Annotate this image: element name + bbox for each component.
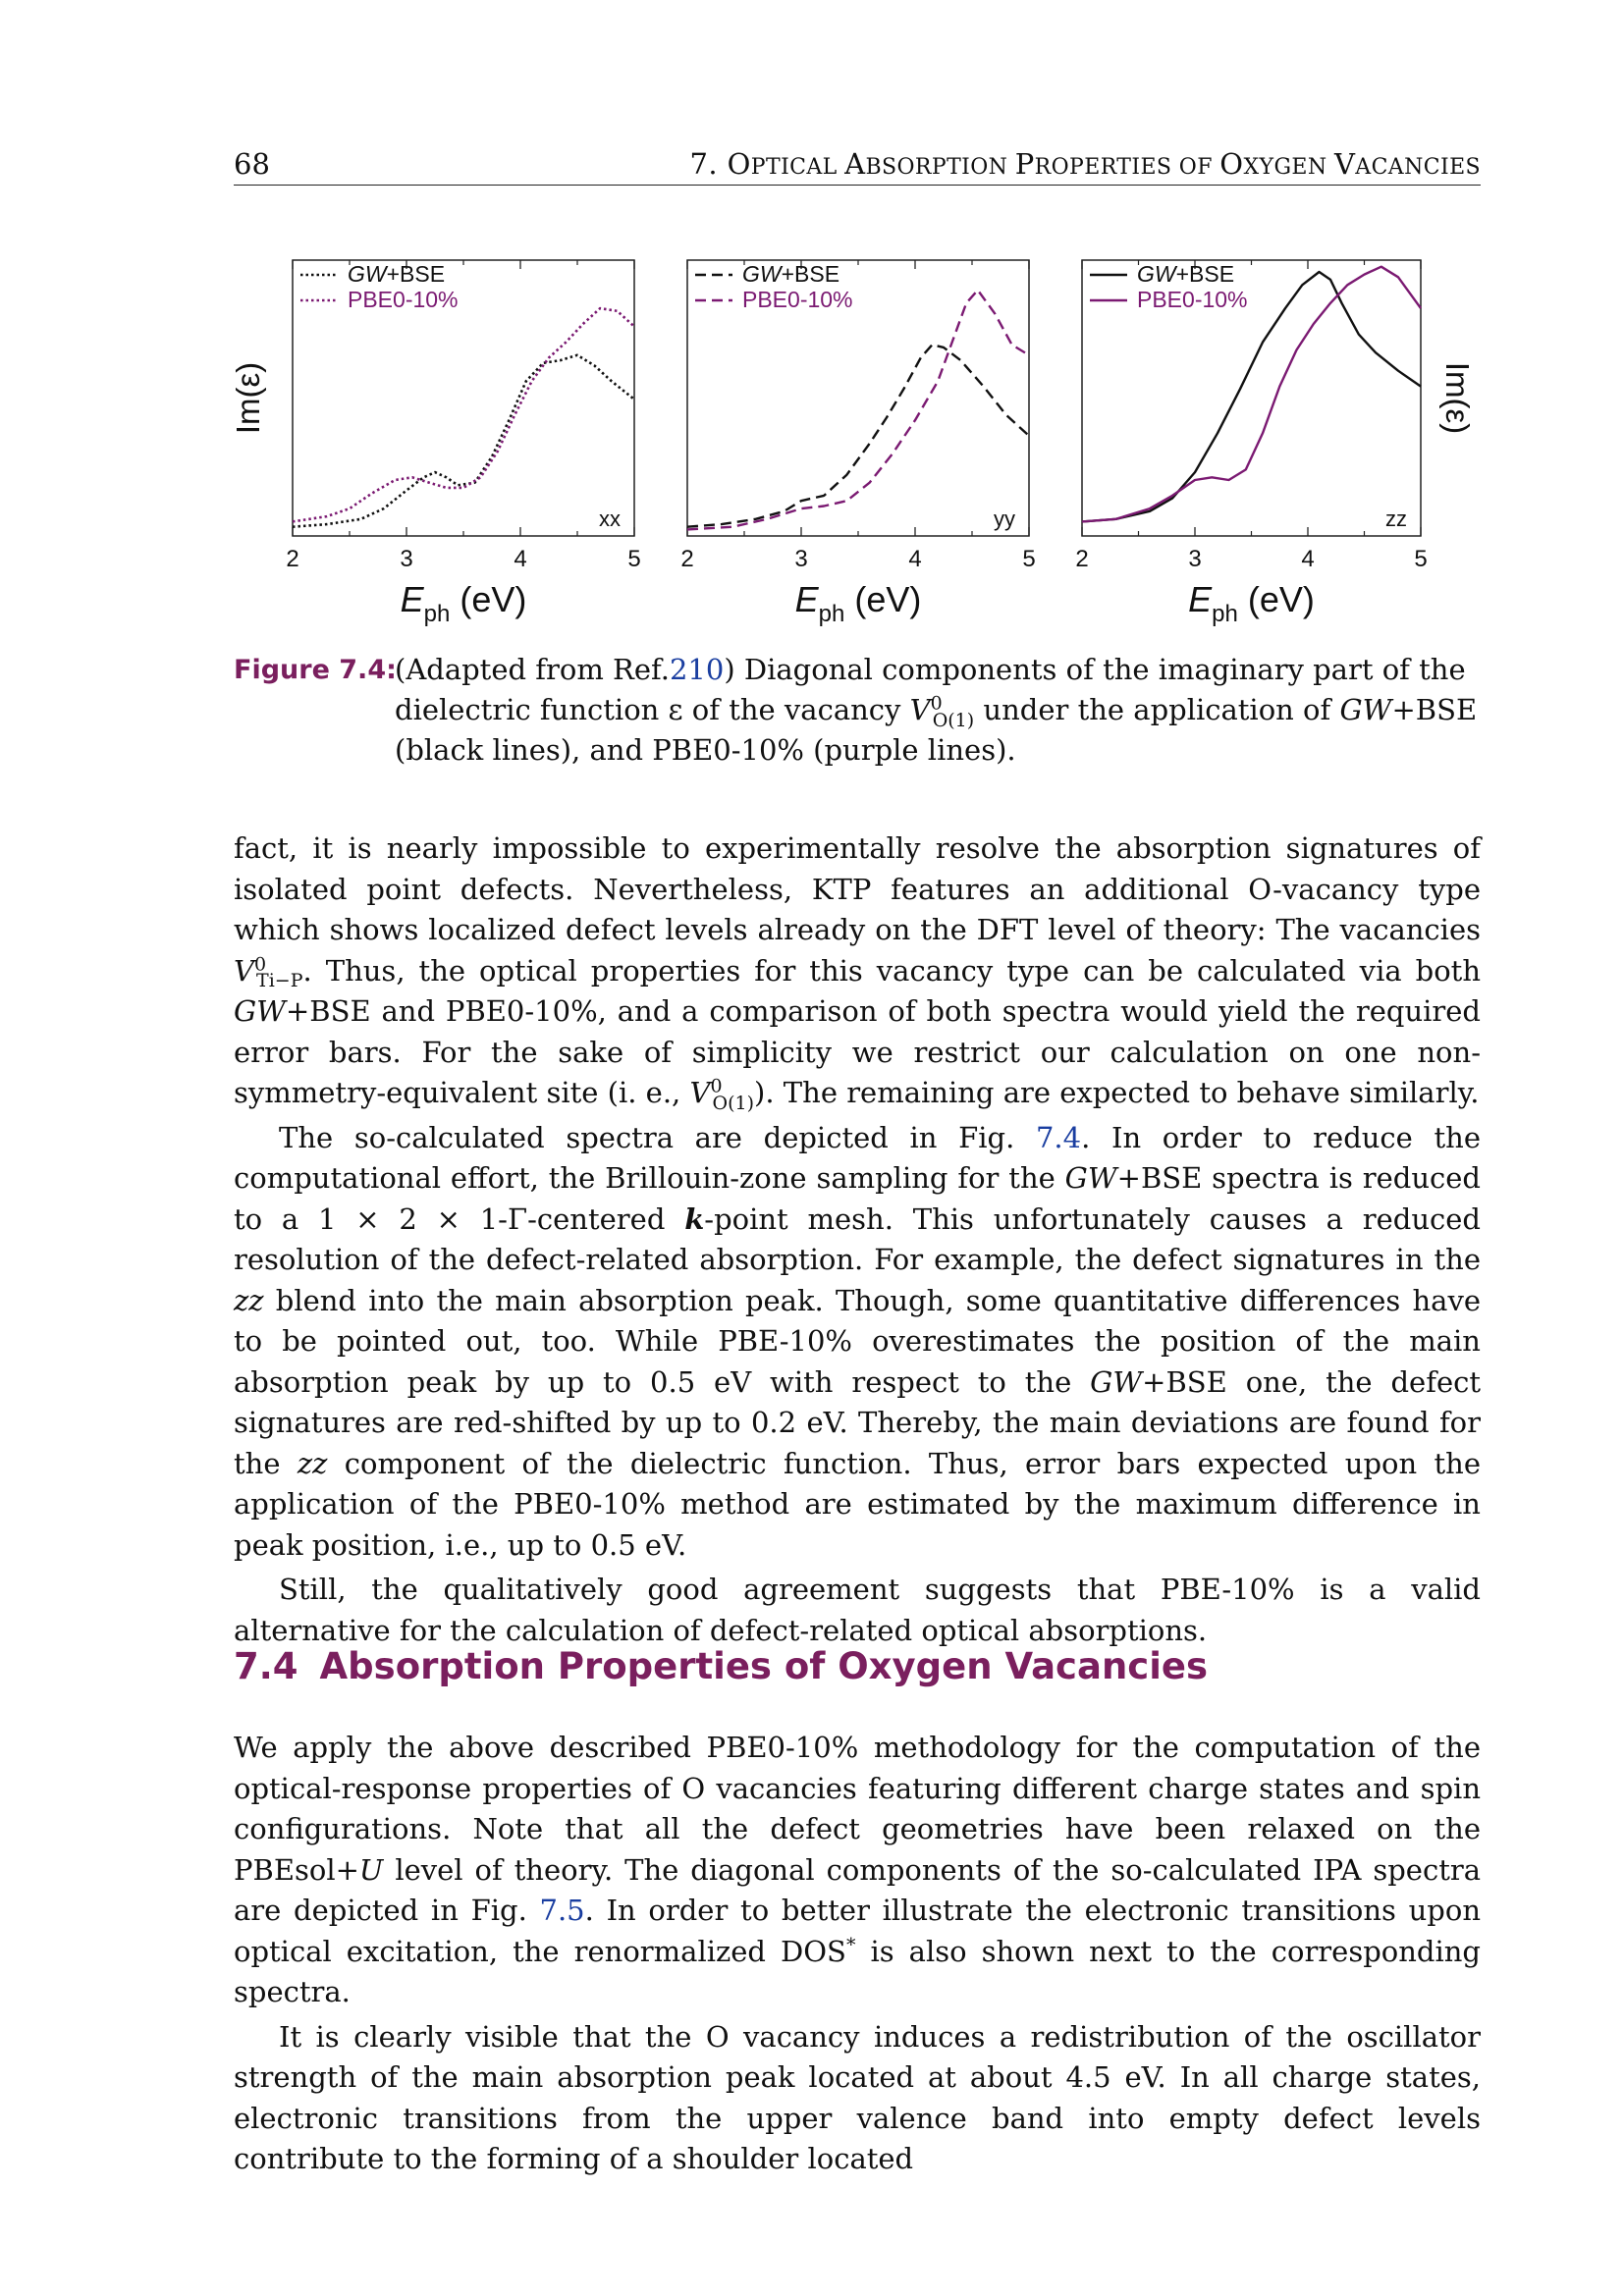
text-run: ). The remaining are expected to behave similarly. (754, 1076, 1480, 1109)
chapter-words (728, 147, 1481, 181)
paragraph (234, 828, 1481, 1114)
text-run: Ti−P (256, 970, 303, 992)
legend-label: PBE0-10% (742, 287, 853, 312)
x-tick-label: 2 (286, 546, 299, 572)
legend-label: PBE0-10% (1137, 287, 1248, 312)
text-run: blend into the main absorption peak. Though, some quantitative differences have to be pointed out, too. While PBE-10% overestimates the position of the main absorption peak by up to 0.5 eV with respect to the (234, 1283, 1481, 1399)
section-heading (234, 1645, 1208, 1687)
paragraph (234, 1570, 1481, 1651)
figure-caption (234, 650, 1481, 771)
text-run: U (358, 1852, 384, 1887)
text-run: 0 (253, 952, 267, 975)
chart-panel-xx (230, 260, 641, 627)
text-run: GW (1090, 1364, 1143, 1399)
series-line-gw-bse (293, 355, 634, 527)
x-tick-label: 3 (1188, 546, 1202, 572)
text-run: V (234, 953, 254, 988)
x-tick-label: 5 (627, 546, 641, 572)
text-run: is also shown next to the corresponding spectra. (234, 1934, 1481, 2008)
x-tick-label: 4 (514, 546, 527, 572)
chapter-word-rest: ROPERTIES OF (1034, 155, 1220, 180)
legend-label: GW+BSE (742, 261, 840, 287)
body-text-2 (234, 1728, 1481, 2180)
series-line-pbe0-10 (687, 291, 1029, 530)
x-axis-label: $E_{ph}$ (eV) (400, 579, 527, 627)
text-run: . Thus, the optical properties for this vacancy type can be calculated via both (302, 953, 1481, 988)
chapter-word-rest: XYGEN (1243, 155, 1334, 180)
x-tick-label: 3 (400, 546, 413, 572)
body-text-1 (234, 828, 1481, 1651)
text-run: . In order to reduce the computational effort, the Brillouin-zone sampling for the (234, 1120, 1481, 1195)
text-run: +BSE one, the defect signatures are red-shifted by up to 0.2 eV. Thereby, the main deviations are found for the (234, 1364, 1481, 1480)
chart-panel-zz (1075, 260, 1476, 627)
text-run: V (689, 1076, 711, 1109)
text-run: k (684, 1201, 705, 1236)
running-header (234, 145, 1481, 186)
plot-frame (293, 260, 634, 536)
caption-label: Figure 7.4: (234, 655, 397, 685)
text-run: It is clearly visible that the O vacancy induces a redistribution of the oscillator strength of the main absorption peak located at about 4.5 eV. In all charge states, electronic transitions from the upper valence band into empty defect levels contribute to the forming of a shoulder located (234, 2019, 1481, 2175)
chapter-word-rest: PTICAL (750, 155, 845, 180)
section-title: Absorption Properties of Oxygen Vacancies (319, 1645, 1209, 1687)
text-run: * (845, 1933, 856, 1955)
text-run: GW (234, 994, 286, 1028)
x-tick-label: 5 (1022, 546, 1036, 572)
chapter-word-cap: P (1014, 147, 1035, 181)
text-run: zz (234, 1283, 264, 1317)
text-run: +BSE and PBE0-10%, and a comparison of both spectra would yield the required error bars. For the sake of simplicity we restrict our calculation on one non-symmetry-equivalent site (i. e., (234, 994, 1481, 1109)
plot-frame (687, 260, 1029, 536)
text-run: fact, it is nearly impossible to experimentally resolve the absorption signatures of isolated point defects. Nevertheless, KTP features an additional O-vacancy type which shows localized defect levels already on the DFT level of theory: The vacancies (234, 831, 1481, 946)
x-tick-label: 2 (1075, 546, 1089, 572)
text-run: +BSE spectra is reduced to a 1 × 2 × 1-Γ-centered (234, 1161, 1481, 1236)
chapter-number: 7. (689, 147, 728, 181)
text-run: -point mesh. This unfortunately causes a reduced resolution of the defect-related absorption. For example, the defect signatures in the (234, 1201, 1481, 1276)
y-axis-label-right: Im(ε) (1439, 361, 1476, 435)
legend-label: PBE0-10% (348, 287, 459, 312)
x-tick-label: 3 (794, 546, 808, 572)
y-axis-label: Im(ε) (230, 361, 266, 435)
panel-label: zz (1385, 507, 1407, 531)
text-run: level of theory. The diagonal components of the so-calculated IPA spectra are depicted in Fig. (234, 1852, 1481, 1927)
paragraph (234, 1728, 1481, 2013)
x-axis-label: $E_{ph}$ (eV) (794, 579, 922, 627)
x-tick-label: 2 (680, 546, 694, 572)
text-run: . In order to better illustrate the electronic transitions upon optical excitation, the renormalized DOS (234, 1894, 1482, 1968)
x-tick-label: 5 (1414, 546, 1428, 572)
text-run: Still, the qualitatively good agreement suggests that PBE-10% is a valid alternative for the calculation of defect-related optical absorptions. (234, 1573, 1481, 1647)
x-tick-label: 4 (908, 546, 922, 572)
plot-frame (1082, 260, 1421, 536)
text-run: GW (1064, 1161, 1117, 1195)
chapter-word-cap: A (844, 147, 866, 181)
series-line-gw-bse (1082, 272, 1421, 521)
paragraph (234, 2017, 1481, 2180)
section-number: 7.4 (234, 1645, 298, 1687)
chart-panel-yy (680, 260, 1035, 627)
panel-label: xx (599, 507, 621, 531)
page-number: 68 (234, 147, 270, 181)
text-run: O(1) (712, 1092, 755, 1114)
series-line-pbe0-10 (1082, 267, 1421, 522)
paragraph (234, 1118, 1481, 1567)
text-run: 0 (710, 1075, 723, 1097)
chapter-word-cap: V (1333, 147, 1356, 181)
chapter-title (690, 147, 1481, 181)
text-run: We apply the above described PBE0-10% methodology for the computation of the optical-response properties of O vacancies featuring different charge states and spin configurations. Note that all the defect geometries have been relaxed on the PBEsol+ (234, 1731, 1481, 1887)
panel-label: yy (994, 507, 1015, 531)
chapter-word-rest: BSORPTION (865, 155, 1015, 180)
x-axis-label: $E_{ph}$ (eV) (1188, 579, 1315, 627)
chapter-word-cap: O (1219, 147, 1244, 181)
series-line-pbe0-10 (293, 308, 634, 521)
figure-link[interactable]: 7.4 (1035, 1120, 1082, 1154)
figure-7-4 (230, 250, 1500, 643)
text-run: zz (297, 1446, 328, 1480)
x-tick-label: 4 (1301, 546, 1315, 572)
legend-label: GW+BSE (1137, 261, 1235, 287)
text-run: The so-calculated spectra are depicted in Fig. (279, 1120, 1036, 1154)
chapter-word-cap: O (727, 147, 751, 181)
figure-link[interactable]: 7.5 (539, 1894, 585, 1927)
series-line-gw-bse (687, 345, 1029, 527)
text-run: component of the dielectric function. Thus, error bars expected upon the application of the PBE0-10% method are estimated by the maximum difference in peak position, i.e., up to 0.5 eV. (234, 1446, 1481, 1562)
legend-label: GW+BSE (348, 261, 446, 287)
caption-text: (Adapted from Ref.210) Diagonal components of the imaginary part of the dielectric function ε of the vacancy $V^0_{O(1)}$ under the application of GW+BSE (black lines), and PBE0-10% (purple lines). (395, 653, 1478, 767)
ref-link[interactable]: 210 (669, 653, 725, 686)
chapter-word-rest: ACANCIES (1355, 155, 1481, 180)
